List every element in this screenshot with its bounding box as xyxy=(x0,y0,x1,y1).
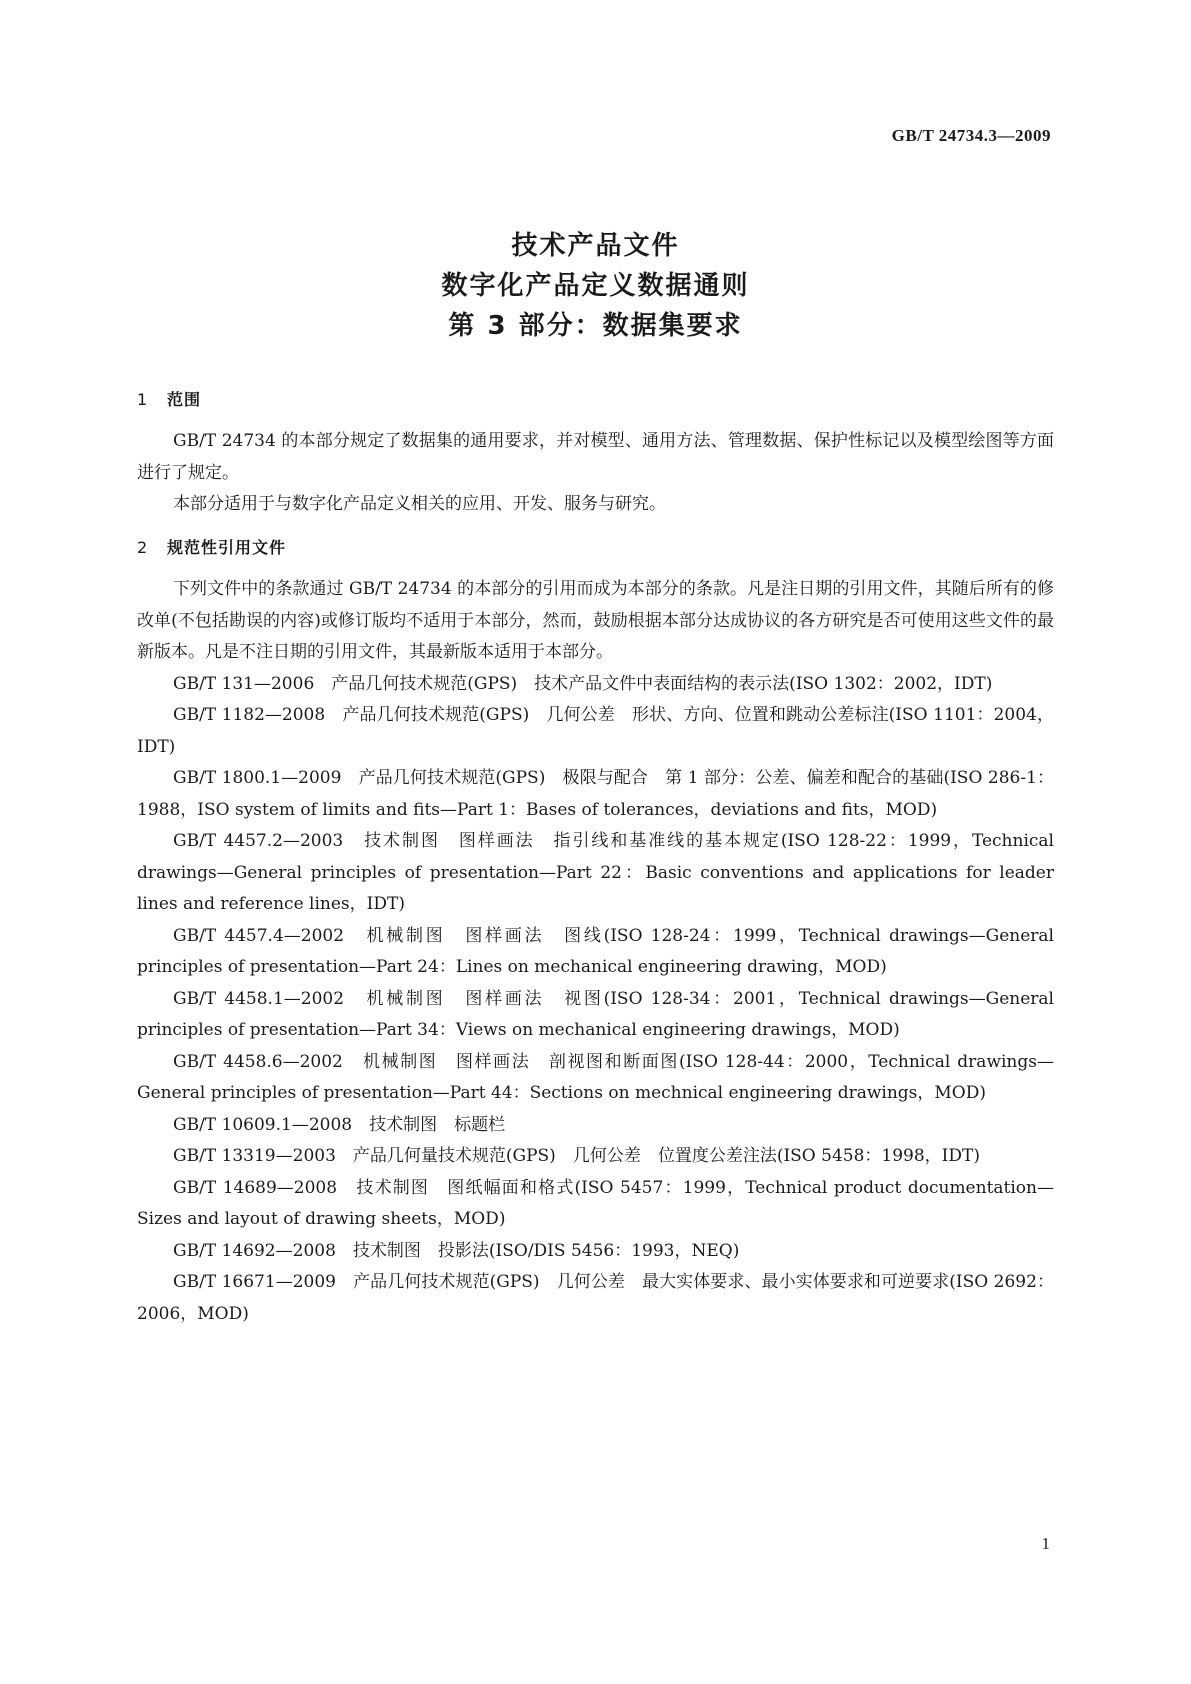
reference-item: GB/T 10609.1—2008 技术制图 标题栏 xyxy=(173,1114,506,1135)
section-2-title: 规范性引用文件 xyxy=(167,538,287,557)
reference-item: GB/T 4458.6—2002 机械制图 图样画法 剖视图和断面图(ISO 128-44：2000，Technical drawings—General principles of presentation—Part 44：Sections on mechnical engineering drawings，MOD) xyxy=(137,1051,1054,1103)
section-1-number: 1 xyxy=(137,390,149,409)
reference-item: GB/T 4458.1—2002 机械制图 图样画法 视图(ISO 128-34：2001，Technical drawings—General principles of presentation—Part 34：Views on mechanical engineering drawings，MOD) xyxy=(137,988,1054,1040)
section-2-heading xyxy=(137,535,286,558)
reference-item: GB/T 14689—2008 技术制图 图纸幅面和格式(ISO 5457：1999，Technical product documentation—Sizes and layout of drawing sheets，MOD) xyxy=(137,1177,1054,1229)
reference-item: GB/T 131—2006 产品几何技术规范(GPS) 技术产品文件中表面结构的表示法(ISO 1302：2002，IDT) xyxy=(173,673,993,694)
paragraph: GB/T 24734 的本部分规定了数据集的通用要求，并对模型、通用方法、管理数据、保护性标记以及模型绘图等方面进行了规定。 xyxy=(137,431,1054,483)
paragraph: 下列文件中的条款通过 GB/T 24734 的本部分的引用而成为本部分的条款。凡是注日期的引用文件，其随后所有的修改单(不包括勘误的内容)或修订版均不适用于本部分，然而，鼓励根据本部分达成协议的各方研究是否可使用这些文件的最新版本。凡是不注日期的引用文件，其最新版本适用于本部分。 xyxy=(137,579,1054,662)
reference-item: GB/T 1800.1—2009 产品几何技术规范(GPS) 极限与配合 第 1 部分：公差、偏差和配合的基础(ISO 286-1：1988，ISO system of limits and fits—Part 1：Bases of tolerances，deviations and fits，MOD) xyxy=(137,768,1054,820)
section-1-body xyxy=(137,426,1054,521)
document-title xyxy=(0,226,1191,346)
reference-item: GB/T 14692—2008 技术制图 投影法(ISO/DIS 5456：1993，NEQ) xyxy=(173,1240,740,1261)
section-2-number: 2 xyxy=(137,538,149,557)
title-line-1: 技术产品文件 xyxy=(511,231,680,261)
reference-item: GB/T 1182—2008 产品几何技术规范(GPS) 几何公差 形状、方向、位置和跳动公差标注(ISO 1101：2004，IDT) xyxy=(137,705,1054,757)
reference-item: GB/T 4457.4—2002 机械制图 图样画法 图线(ISO 128-24：1999，Technical drawings—General principles of presentation—Part 24：Lines on mechanical engineering drawing，MOD) xyxy=(137,925,1054,977)
reference-item: GB/T 13319—2003 产品几何量技术规范(GPS) 几何公差 位置度公差注法(ISO 5458：1998，IDT) xyxy=(173,1146,980,1166)
section-2-body xyxy=(137,574,1054,1330)
section-1-heading xyxy=(137,387,201,410)
paragraph: 本部分适用于与数字化产品定义相关的应用、开发、服务与研究。 xyxy=(173,494,666,514)
reference-item: GB/T 4457.2—2003 技术制图 图样画法 指引线和基准线的基本规定(ISO 128-22：1999，Technical drawings—General principles of presentation—Part 22：Basic conventions and applications for leader lines and reference lines，IDT) xyxy=(137,831,1054,914)
standard-code: GB/T 24734.3—2009 xyxy=(891,126,1051,145)
page-number: 1 xyxy=(1041,1534,1050,1553)
title-line-2: 数字化产品定义数据通则 xyxy=(441,271,750,301)
section-1-title: 范围 xyxy=(167,390,202,409)
reference-item: GB/T 16671—2009 产品几何技术规范(GPS) 几何公差 最大实体要求、最小实体要求和可逆要求(ISO 2692：2006，MOD) xyxy=(137,1272,1054,1324)
title-line-3: 第 3 部分：数据集要求 xyxy=(448,311,743,341)
